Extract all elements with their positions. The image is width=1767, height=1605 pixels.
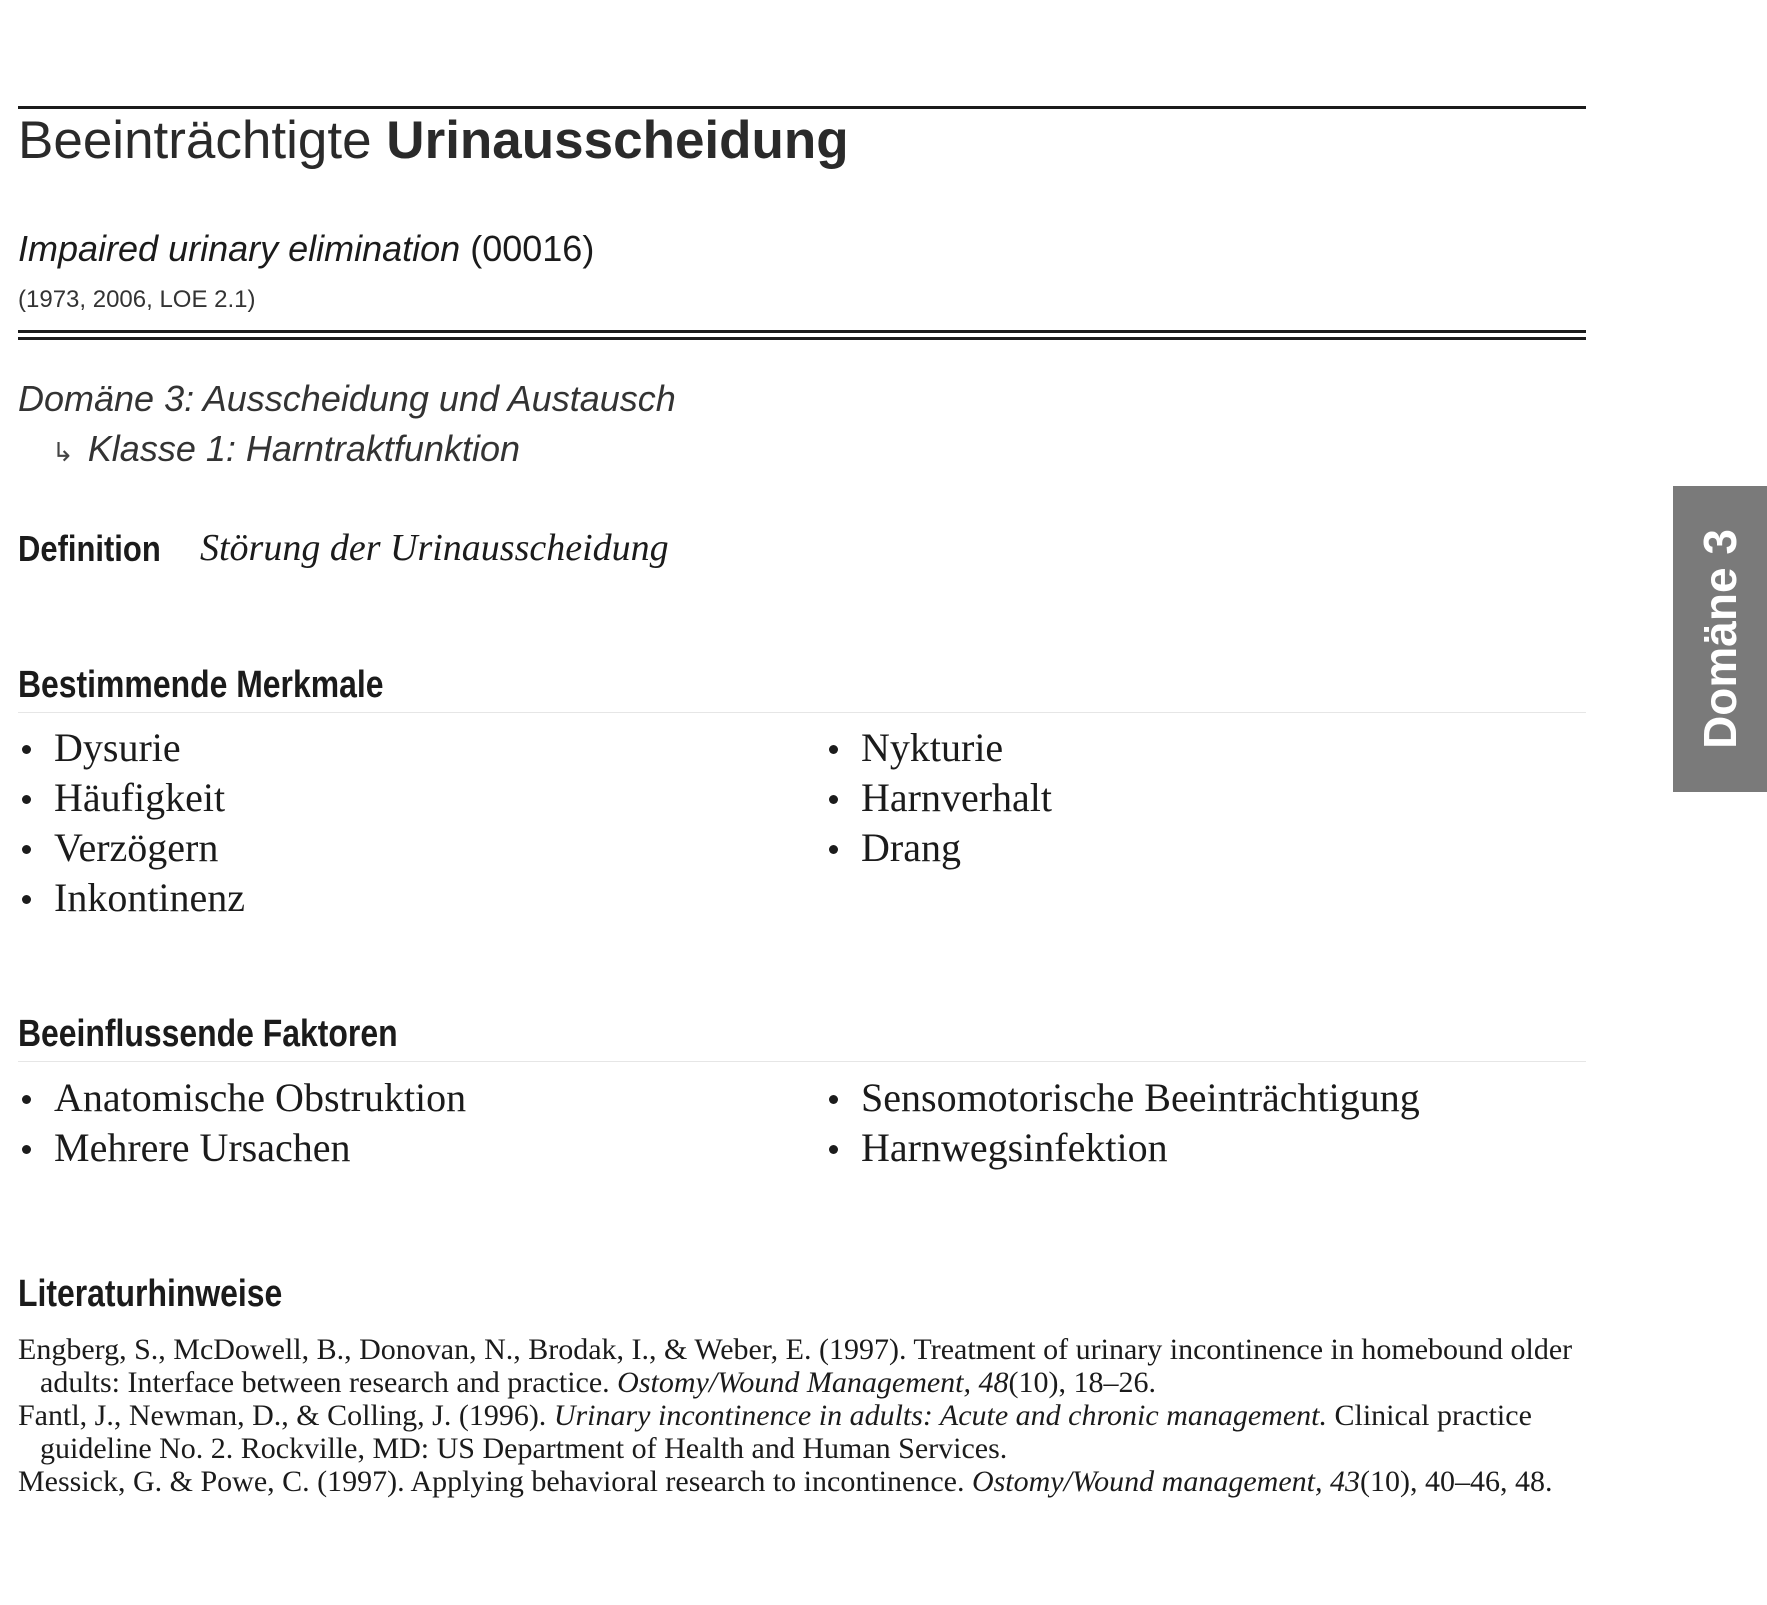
list-item: Nykturie <box>825 723 1052 773</box>
diagnosis-code: (00016) <box>470 228 595 269</box>
side-tab-label: Domäne 3 <box>1694 529 1746 749</box>
bullet-icon <box>22 845 31 854</box>
list-item: Inkontinenz <box>18 873 245 923</box>
list-item: Sensomotorische Beeinträchtigung <box>825 1073 1420 1123</box>
bullet-icon <box>829 845 838 854</box>
klasse-line <box>52 428 520 470</box>
years-line: (1973, 2006, LOE 2.1) <box>18 286 256 313</box>
double-rule-bottom <box>18 337 1586 340</box>
list-item: Harnverhalt <box>825 773 1052 823</box>
merkmale-list-right <box>825 723 1052 873</box>
domain-line: Domäne 3: Ausscheidung und Austausch <box>18 378 676 419</box>
sub-arrow-icon: ↳ <box>52 437 74 467</box>
merkmale-divider <box>18 712 1586 713</box>
faktoren-list-right <box>825 1073 1420 1173</box>
double-rule-top <box>18 330 1586 333</box>
top-rule <box>18 106 1586 109</box>
reference-list <box>18 1333 1578 1498</box>
heading-faktoren: Beeinflussende Faktoren <box>18 1013 398 1055</box>
bullet-icon <box>22 795 31 804</box>
bullet-icon <box>22 1095 31 1104</box>
bullet-icon <box>829 1145 838 1154</box>
list-item: Häufigkeit <box>18 773 245 823</box>
english-title: Impaired urinary elimination <box>18 228 461 269</box>
klasse-text: Klasse 1: Harntraktfunktion <box>87 428 521 469</box>
faktoren-list-left <box>18 1073 466 1173</box>
page-title: Beeinträchtigte Urinausscheidung <box>18 111 849 170</box>
domain-side-tab <box>1673 486 1767 792</box>
bullet-icon <box>829 795 838 804</box>
list-item: Dysurie <box>18 723 245 773</box>
reference-item: Engberg, S., McDowell, B., Donovan, N., Brodak, I., & Weber, E. (1997). Treatment of urinary incontinence in homebound older adults: Interface between research and practice. Ostomy/Wound Management, 48(10), 18–26. <box>18 1333 1573 1399</box>
heading-literatur: Literaturhinweise <box>18 1273 283 1315</box>
list-item: Verzögern <box>18 823 245 873</box>
subtitle <box>18 228 594 270</box>
merkmale-list-left <box>18 723 245 923</box>
list-item: Drang <box>825 823 1052 873</box>
title-bold: Urinausscheidung <box>386 111 849 170</box>
bullet-icon <box>829 745 838 754</box>
bullet-icon <box>22 895 31 904</box>
bullet-icon <box>22 1145 31 1154</box>
faktoren-divider <box>18 1061 1586 1062</box>
list-item: Anatomische Obstruktion <box>18 1073 466 1123</box>
reference-item: Messick, G. & Powe, C. (1997). Applying behavioral research to incontinence. Ostomy/Wound management, 43(10), 40–46, 48. <box>18 1465 1553 1498</box>
bullet-icon <box>22 745 31 754</box>
reference-item: Fantl, J., Newman, D., & Colling, J. (1996). Urinary incontinence in adults: Acute and chronic management. Clinical practice guideline No. 2. Rockville, MD: US Department of Health and Human Services. <box>18 1399 1532 1465</box>
bullet-icon <box>829 1095 838 1104</box>
list-item: Harnwegsinfektion <box>825 1123 1420 1173</box>
heading-merkmale: Bestimmende Merkmale <box>18 664 384 706</box>
definition-label: Definition <box>18 528 161 569</box>
list-item: Mehrere Ursachen <box>18 1123 466 1173</box>
definition-text: Störung der Urinausscheidung <box>200 527 669 569</box>
